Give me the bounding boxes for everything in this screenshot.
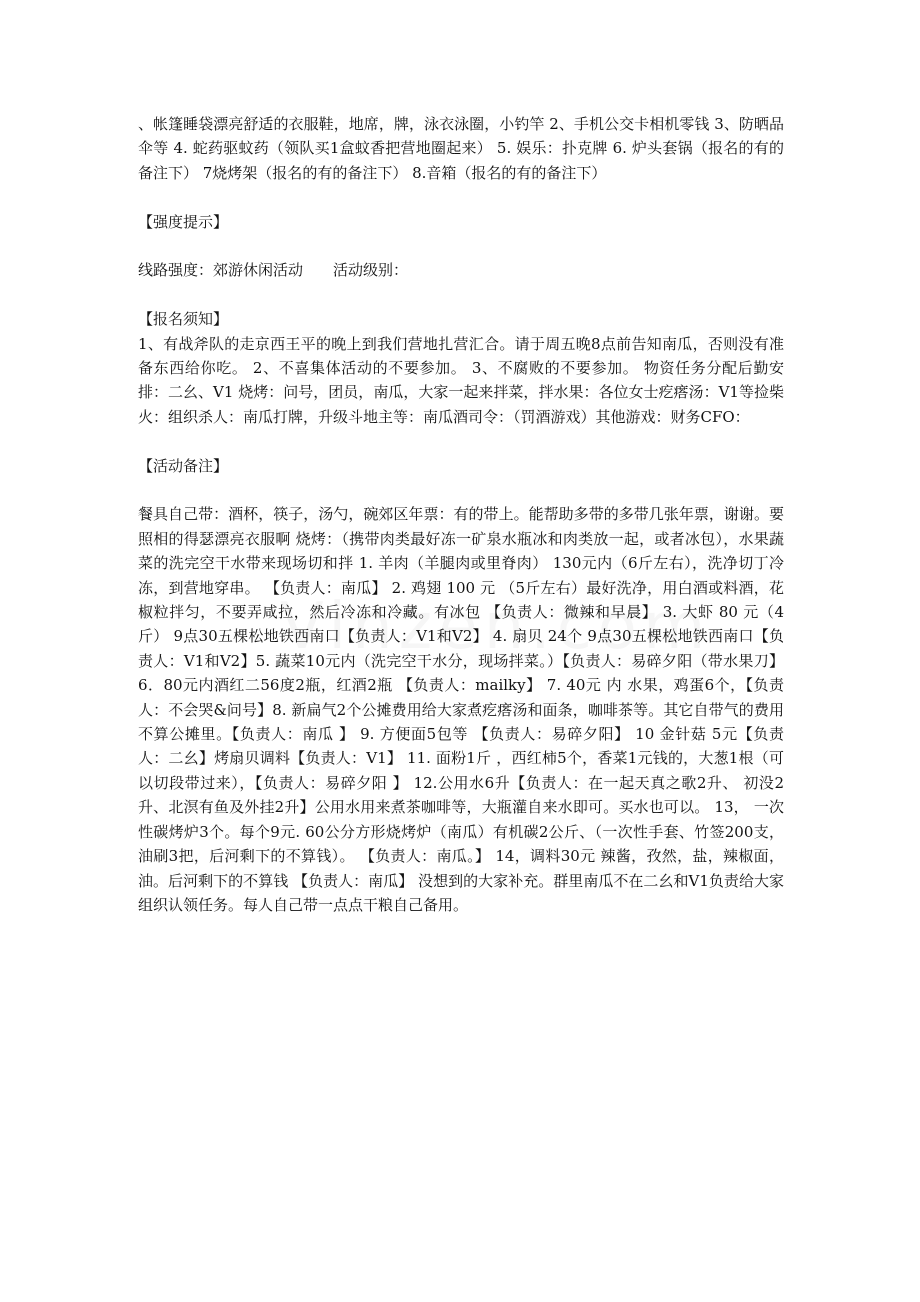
strength-line: 线路强度：郊游休闲活动 活动级别： — [138, 261, 409, 280]
spacer — [138, 429, 784, 453]
document-body — [138, 112, 784, 917]
spacer — [138, 283, 784, 307]
spacer — [138, 234, 784, 258]
spacer — [138, 185, 784, 209]
notes-paragraph: 餐具自己带：酒杯，筷子，汤勺，碗郊区年票：有的带上。能帮助多带的多带几张年票，谢谢。要照相的得瑟漂亮衣服啊 烧烤：（携带肉类最好冻一矿泉水瓶冰和肉类放一起，或者冰包），水果蔬菜的洗完空干水带来现场切和拌 1. 羊肉（羊腿肉或里脊肉） 130元内（6斤左右），洗净切丁冷冻，到营地穿串。 【负责人：南瓜】 2. 鸡翅 100 元 （5斤左右）最好洗净，用白酒或料酒，花椒粒拌匀，不要弄咸拉，然后冷冻和冷藏。有冰包 【负责人：微辣和早晨】 3. 大虾 80 元（4斤） 9点30五棵松地铁西南口【负责人：V1和V2】 4. 扇贝 24个 9点30五棵松地铁西南口【负责人：V1和V2】5. 蔬菜10元内（洗完空干水分，现场拌菜。）【负责人：易碎夕阳（带水果刀】6．80元内酒红二56度2瓶，红酒2瓶 【负责人：mailky】 7. 40元 内 水果，鸡蛋6个，【负责人：不会哭&问号】8. 新扁气2个公摊费用给大家煮疙瘩汤和面条，咖啡茶等。其它自带气的费用不算公摊里。【负责人：南瓜 】 9. 方便面5包等 【负责人：易碎夕阳】 10 金针菇 5元【负责人：二幺】烤扇贝调料【负责人：V1】 11. 面粉1斤 ，西红柿5个，香菜1元钱的，大葱1根（可以切段带过来），【负责人：易碎夕阳 】 12.公用水6升【负责人：在一起天真之歌2升、 初没2升、北溟有鱼及外挂2升】公用水用来煮茶咖啡等，大瓶灌自来水即可。买水也可以。 13， 一次性碳烤炉3个。每个9元. 60公分方形烧烤炉（南瓜）有机碳2公斤、（一次性手套、竹签200支，油刷3把，后河剩下的不算钱）。 【负责人：南瓜。】 14，调料30元 辣酱，孜然，盐，辣椒面，油。后河剩下的不算钱 【负责人：南瓜】 没想到的大家补充。群里南瓜不在二幺和V1负责给大家组织认领任务。每人自己带一点点干粮自己备用。 — [138, 505, 784, 914]
strength-heading: 【强度提示】 — [138, 212, 229, 231]
signup-paragraph: 1、有战斧队的走京西王平的晚上到我们营地扎营汇合。请于周五晚8点前告知南瓜，否则没有准备东西给你吃。 2、不喜集体活动的不要参加。 3、不腐败的不要参加。 物资任务分配后勤安排：二幺、V1 烧烤：问号，团员，南瓜，大家一起来拌菜，拌水果：各位女士疙瘩汤：V1等捡柴火：组织杀人：南瓜打牌，升级斗地主等：南瓜酒司令：（罚酒游戏）其他游戏：财务CFO： — [138, 334, 784, 426]
signup-heading: 【报名须知】 — [138, 310, 229, 329]
intro-paragraph: 、帐篷睡袋漂亮舒适的衣服鞋，地席，牌，泳衣泳圈，小钓竿 2、手机公交卡相机零钱 3、防晒品伞等 4. 蛇药驱蚊药（领队买1盒蚊香把营地圈起来） 5. 娱乐：扑克牌 6. 炉头套锅（报名的有的备注下） 7烧烤架（报名的有的备注下） 8.音箱（报名的有的备注下） — [138, 115, 784, 182]
spacer — [138, 478, 784, 502]
notes-heading: 【活动备注】 — [138, 456, 229, 475]
